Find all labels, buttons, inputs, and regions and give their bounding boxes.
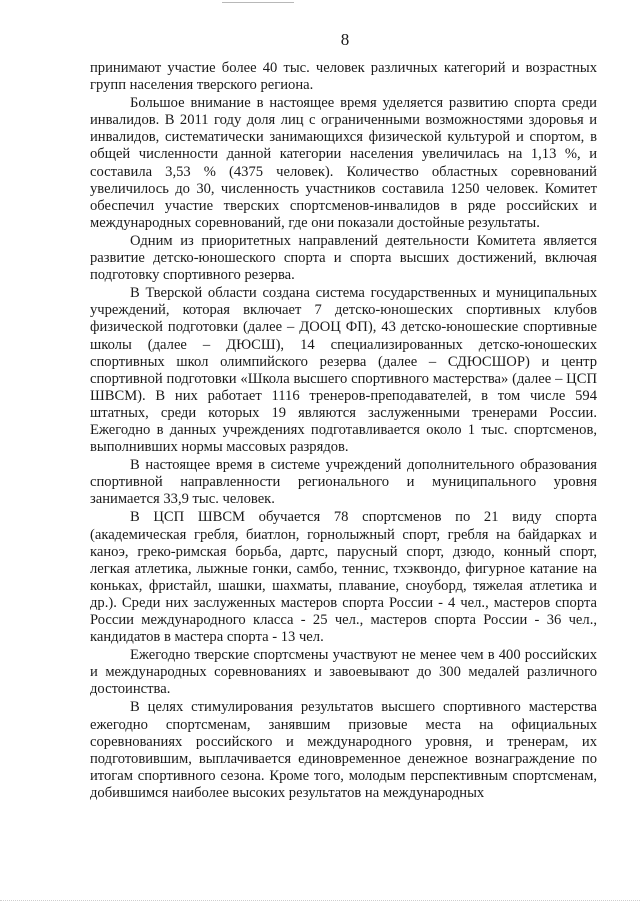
paragraph: В настоящее время в системе учреждений дополнительного образования спортивной направленности регионального и муниципального уровня занимается 33,9 тыс. человек. (90, 457, 597, 508)
scan-edge-line (222, 2, 294, 3)
paragraph: Ежегодно тверские спортсмены участвуют не менее чем в 400 российских и международных соревнованиях и завоевывают до 300 медалей различного достоинства. (90, 647, 597, 698)
paragraph: В Тверской области создана система государственных и муниципальных учреждений, которая включает 7 детско-юношеских спортивных клубов физической подготовки (далее – ДООЦ ФП), 43 детско-юношеские спортивные школы (далее – ДЮСШ), 14 специализированных детско-юношеских спортивных школ олимпийского резерва (далее – СДЮСШОР) и центр спортивной подготовки «Школа высшего спортивного мастерства» (далее – ЦСП ШВСМ). В них работает 1116 тренеров-преподавателей, в том числе 594 штатных, среди которых 19 являются заслуженными тренерами России. Ежегодно в данных учреждениях подготавливается около 1 тыс. спортсменов, выполнивших нормы массовых разрядов. (90, 285, 597, 456)
paragraph: Одним из приоритетных направлений деятельности Комитета является развитие детско-юношеского спорта и спорта высших достижений, включая подготовку спортивного резерва. (90, 232, 597, 284)
paragraph: В ЦСП ШВСМ обучается 78 спортсменов по 21 виду спорта (академическая гребля, биатлон, горнолыжный спорт, гребля на байдарках и каноэ, греко-римская борьба, дартс, парусный спорт, дзюдо, конный спорт, легкая атлетика, лыжные гонки, самбо, теннис, тхэквондо, фигурное катание на коньках, фристайл, шашки, шахматы, плавание, сноуборд, тяжелая атлетика и др.). Среди них заслуженных мастеров спорта России - 4 чел., мастеров спорта России международного класса - 25 чел., мастеров спорта России - 36 чел., кандидатов в мастера спорта - 13 чел. (90, 509, 597, 646)
paragraph: В целях стимулирования результатов высшего спортивного мастерства ежегодно спортсменам, занявшим призовые места на официальных соревнованиях российского и международного уровня, и тренерам, их подготовившим, выплачивается единовременное денежное вознаграждение по итогам спортивного сезона. Кроме того, молодым перспективным спортсменам, добившимся наиболее высоких результатов на международных (90, 699, 597, 801)
paragraph-continued: принимают участие более 40 тыс. человек различных категорий и возрастных групп населения тверского региона. (90, 60, 597, 94)
document-body (90, 60, 597, 802)
paragraph: Большое внимание в настоящее время уделяется развитию спорта среди инвалидов. В 2011 году доля лиц с ограниченными возможностями здоровья и инвалидов, систематически занимающихся физической культурой и спортом, в общей численности данной категории населения увеличилась на 1,13 %, и составила 3,53 % (4375 человек). Количество областных соревнований увеличилось до 30, численность участников составила 1250 человек. Комитет обеспечил участие тверских спортсменов-инвалидов в ряде российских и международных соревнований, где они показали достойные результаты. (90, 95, 597, 231)
page-number: 8 (340, 30, 350, 49)
scan-edge-line-bottom (0, 900, 640, 901)
